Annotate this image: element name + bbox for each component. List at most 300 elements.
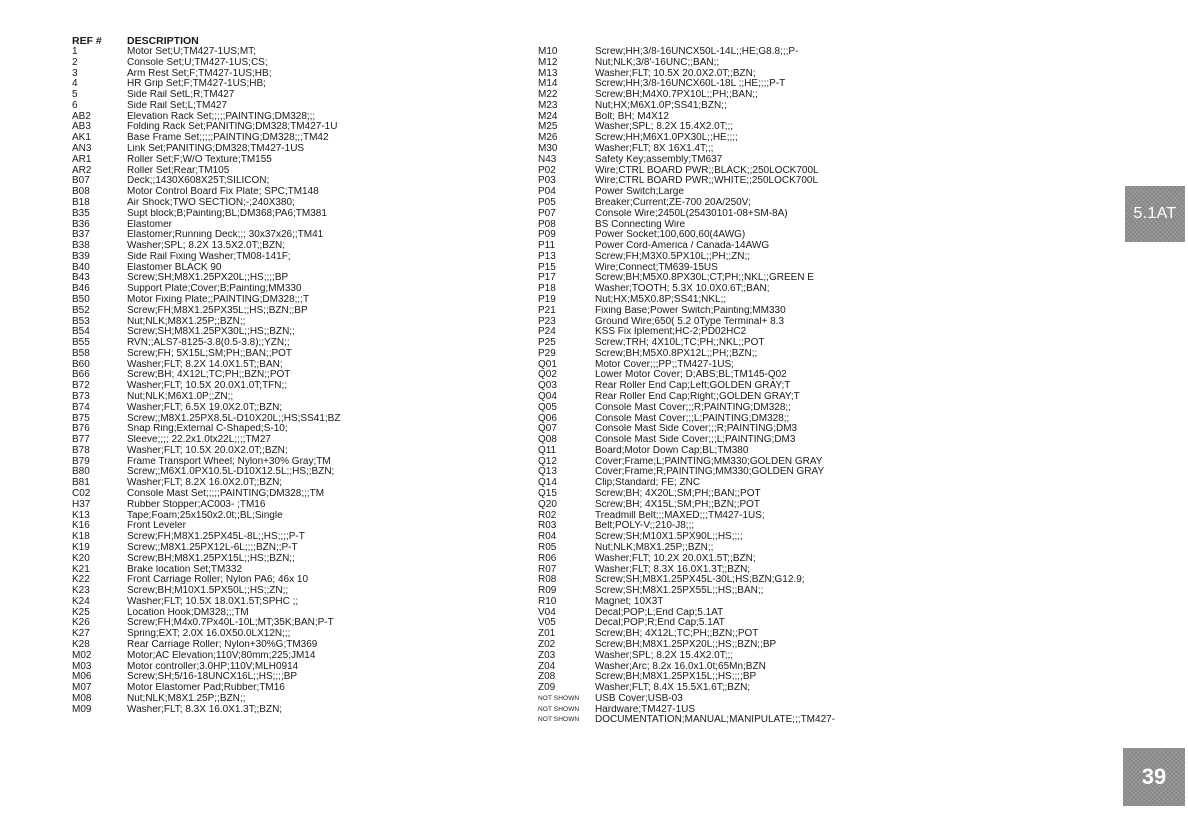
- part-ref: AB2: [72, 110, 91, 122]
- part-ref: M07: [72, 682, 92, 694]
- parts-row: [538, 424, 878, 435]
- part-description: Magnet; 10X3T: [595, 596, 664, 607]
- parts-row: [72, 176, 472, 187]
- part-description: Screw;BH;M8X1.25PX20L;;HS;;BZN;;BP: [595, 639, 777, 650]
- parts-row: [538, 414, 878, 425]
- part-description: Washer;FLT; 8X 16X1.4T;;;: [595, 144, 714, 155]
- part-ref: Q01: [538, 358, 557, 370]
- parts-row: [72, 651, 472, 662]
- part-ref: P07: [538, 207, 556, 219]
- part-ref: B40: [72, 261, 90, 273]
- part-description: Screw;SH;M8X1.25PX45L-30L;HS;BZN;G12.9;: [595, 575, 805, 586]
- part-ref: V04: [538, 606, 556, 618]
- parts-row: [538, 112, 878, 123]
- part-description: Elastomer;Running Deck;;; 30x37x26;;TM41: [127, 230, 324, 241]
- parts-row: [72, 511, 472, 522]
- part-ref: M06: [72, 671, 92, 683]
- parts-row: [538, 392, 878, 403]
- part-description: Washer;FLT; 8.3X 16.0X1.3T;;BZN;: [127, 704, 283, 715]
- part-ref: B50: [72, 293, 90, 305]
- part-ref: M24: [538, 110, 558, 122]
- part-description: Screw;BH; 4X20L;SM;PH;;BAN;;POT: [595, 489, 761, 500]
- part-ref: M10: [538, 46, 558, 57]
- part-description: Screw;FH; 5X15L;SM;PH;;BAN;;POT: [127, 348, 293, 359]
- part-ref: R04: [538, 531, 557, 543]
- part-ref: K24: [72, 595, 90, 607]
- parts-row: [538, 511, 878, 522]
- part-description: Console Wire;2450L(25430101-08+SM-8A): [595, 208, 788, 219]
- part-ref: P25: [538, 337, 556, 349]
- parts-row: [72, 90, 472, 101]
- parts-row: [538, 198, 878, 209]
- part-ref: H37: [72, 498, 91, 510]
- part-description: Nut;NLK;3/8'-16UNC;;BAN;;: [595, 57, 720, 68]
- parts-row: [72, 263, 472, 274]
- parts-row: [72, 220, 472, 231]
- part-description: Treadmill Belt;;;MAXED;;;TM427-1US;: [595, 510, 765, 521]
- part-ref: 4: [72, 78, 78, 90]
- parts-row: [72, 187, 472, 198]
- part-description: Washer;Arc; 8.2x 16.0x1.0t;65Mn;BZN: [595, 661, 766, 672]
- part-ref: K28: [72, 638, 90, 650]
- left-parts-list: [72, 47, 472, 715]
- part-ref: K22: [72, 574, 90, 586]
- part-description: Power Socket;100,600,60(4AWG): [595, 230, 746, 241]
- parts-row: [72, 273, 472, 284]
- part-ref: 6: [72, 99, 78, 111]
- parts-row: [538, 586, 878, 597]
- part-description: Rear Carriage Roller; Nylon+30%G;TM369: [127, 639, 318, 650]
- parts-row: [72, 198, 472, 209]
- parts-row: [72, 467, 472, 478]
- part-description: Washer;FLT; 10.5X 18.0X1.5T;SPHC ;;: [127, 596, 299, 607]
- part-description: Console Mast Side Cover;;;L;PAINTING;DM3: [595, 435, 796, 446]
- parts-row: [72, 403, 472, 414]
- part-ref: B60: [72, 358, 90, 370]
- part-description: Screw;SH;M8X1.25PX30L;;HS;;BZN;;: [127, 327, 295, 338]
- part-ref: B66: [72, 369, 90, 381]
- part-description: Screw;BH;M4X0.7PX10L;;PH;;BAN;;: [595, 90, 758, 101]
- part-description: Side Rail SetL;R;TM427: [127, 90, 235, 101]
- part-ref: C02: [72, 488, 91, 500]
- part-description: Motor Elastomer Pad;Rubber;TM16: [127, 683, 285, 694]
- part-description: Motor Set;U;TM427-1US;MT;: [127, 47, 256, 57]
- part-description: Washer;FLT; 10.2X 20.0X1.5T;;BZN;: [595, 553, 756, 564]
- part-description: Screw;FH;M4x0.7Px40L-10L;MT;35K;BAN;P-T: [127, 618, 334, 629]
- part-ref: P11: [538, 240, 556, 252]
- part-description: HR Grip Set;F;TM427-1US;HB;: [127, 79, 266, 90]
- part-description: Screw;FH;M8X1.25PX45L-8L;;HS;;;;P-T: [127, 532, 305, 543]
- parts-row: [72, 144, 472, 155]
- part-ref: NOT SHOWN: [538, 705, 580, 713]
- parts-row: [538, 101, 878, 112]
- part-description: Spring;EXT; 2.0X 16.0X50.0LX12N;;;: [127, 629, 291, 640]
- part-ref: AN3: [72, 143, 92, 155]
- part-description: Fixing Base;Power Switch;Painting;MM330: [595, 305, 786, 316]
- part-ref: B58: [72, 347, 90, 359]
- part-description: Screw;SH;M8X1.25PX20L;;HS;;;;BP: [127, 273, 289, 284]
- parts-row: [538, 69, 878, 80]
- parts-row: [538, 651, 878, 662]
- part-description: Board;Motor Down Cap;BL;TM380: [595, 445, 749, 456]
- parts-row: [72, 586, 472, 597]
- parts-row: [72, 306, 472, 317]
- part-ref: M14: [538, 78, 558, 90]
- right-parts-list: [538, 47, 878, 726]
- part-ref: B75: [72, 412, 90, 424]
- part-ref: K25: [72, 606, 90, 618]
- part-ref: B38: [72, 240, 90, 252]
- part-description: Nut;HX;M6X1.0P;SS41;BZN;;: [595, 100, 727, 111]
- part-description: RVN;;ALS7-8125-3.8(0.5-3.8);;YZN;;: [127, 338, 290, 349]
- part-description: Screw;;M8X1.25PX12L-6L;;;;BZN;;P-T: [127, 542, 298, 553]
- parts-row: [72, 705, 472, 716]
- part-description: Wire;CTRL BOARD PWR;;BLACK;;250LOCK700L: [595, 165, 819, 176]
- part-ref: B81: [72, 477, 90, 489]
- part-ref: K26: [72, 617, 90, 629]
- part-description: Clip;Standard; FE; ZNC: [595, 478, 701, 489]
- parts-row: [72, 554, 472, 565]
- part-description: Power Switch;Large: [595, 187, 684, 198]
- parts-row: [538, 662, 878, 673]
- part-description: Decal;POP;R;End Cap;5.1AT: [595, 618, 725, 629]
- parts-row: [538, 273, 878, 284]
- parts-row: [72, 629, 472, 640]
- parts-row: [72, 672, 472, 683]
- part-description: Nut;HX;M5X0.8P;SS41;NKL;;: [595, 294, 727, 305]
- part-description: Supt block;B;Painting;BL;DM368;PA6;TM381: [127, 208, 327, 219]
- part-description: Support Plate;Cover;B;Painting;MM330: [127, 284, 302, 295]
- part-description: Sleeve;;;; 22.2x1.0tx22L;;;;TM27: [127, 435, 271, 446]
- part-ref: P13: [538, 250, 556, 262]
- part-description: Arm Rest Set;F;TM427-1US;HB;: [127, 68, 272, 79]
- part-description: Front Leveler: [127, 521, 186, 532]
- part-description: Motor Control Board Fix Plate; SPC;TM148: [127, 187, 319, 198]
- parts-row: [538, 338, 878, 349]
- part-ref: P04: [538, 186, 556, 198]
- parts-row: [72, 575, 472, 586]
- part-ref: P09: [538, 229, 556, 241]
- part-ref: 3: [72, 67, 78, 79]
- part-ref: K20: [72, 552, 90, 564]
- part-description: DOCUMENTATION;MANUAL;MANIPULATE;;;TM427-: [595, 715, 836, 726]
- parts-row: [538, 629, 878, 640]
- part-ref: B37: [72, 229, 90, 241]
- part-description: Nut;NLK;M6X1.0P;;ZN;;: [127, 392, 234, 402]
- part-ref: M25: [538, 121, 558, 133]
- part-description: Washer;FLT; 10.5X 20.0X2.0T;;BZN;: [595, 68, 756, 79]
- part-description: Console Set;U;TM427-1US;CS;: [127, 57, 268, 68]
- parts-row: [72, 327, 472, 338]
- part-description: Nut;NLK;M8X1.25P;;BZN;;: [127, 316, 246, 327]
- parts-row: [72, 58, 472, 69]
- part-ref: R08: [538, 574, 557, 586]
- parts-row: [538, 543, 878, 554]
- part-description: Screw;;M8X1.25PX8.5L-D10X20L;;HS;SS41;BZ: [127, 413, 341, 424]
- part-description: Cover;Frame;R;PAINTING;MM330;GOLDEN GRAY: [595, 467, 825, 478]
- parts-row: [72, 338, 472, 349]
- part-description: Screw;HH;3/8-16UNCX60L-18L ;;HE;;;;P-T: [595, 79, 786, 90]
- part-description: Folding Rack Set;PANITING;DM328;TM427-1U: [127, 122, 338, 133]
- part-description: Breaker;Current;ZE-700 20A/250V;: [595, 197, 751, 208]
- part-description: Cover;Frame;L;PAINTING;MM330;GOLDEN GRAY: [595, 456, 823, 467]
- part-description: Washer;TOOTH; 5.3X 10.0X0.6T;;BAN;: [595, 284, 770, 295]
- part-ref: B55: [72, 337, 90, 349]
- parts-row: [72, 694, 472, 705]
- parts-row: [538, 176, 878, 187]
- part-description: Elastomer BLACK 90: [127, 262, 222, 273]
- parts-row: [72, 392, 472, 403]
- part-ref: M08: [72, 692, 92, 704]
- section-tab: [1125, 186, 1185, 242]
- part-description: Screw;FH;M3X0.5PX10L;;PH;;ZN;;: [595, 251, 751, 262]
- parts-row: [72, 500, 472, 511]
- part-description: Roller Set;Rear;TM105: [127, 165, 230, 176]
- part-ref: P05: [538, 196, 556, 208]
- parts-row: [538, 220, 878, 231]
- part-ref: R03: [538, 520, 557, 532]
- parts-row: [72, 209, 472, 220]
- parts-row: [72, 122, 472, 133]
- part-description: Roller Set;F;W/O Texture;TM155: [127, 154, 272, 165]
- part-ref: B53: [72, 315, 90, 327]
- parts-row: [538, 327, 878, 338]
- part-ref: 2: [72, 56, 78, 68]
- part-description: Screw;TRH; 4X10L;TC;PH;;NKL;;POT: [595, 338, 765, 349]
- parts-row: [538, 295, 878, 306]
- part-ref: Q11: [538, 444, 557, 456]
- part-description: Nut;NLK;M8X1.25P;;BZN;;: [127, 693, 246, 704]
- parts-row: [72, 79, 472, 90]
- parts-row: [538, 209, 878, 220]
- part-ref: P02: [538, 164, 556, 176]
- parts-row: [72, 295, 472, 306]
- part-description: Power Cord-America / Canada-14AWG: [595, 241, 770, 252]
- parts-row: [538, 565, 878, 576]
- part-ref: M13: [538, 67, 558, 79]
- part-ref: NOT SHOWN: [538, 716, 580, 724]
- section-tab-label: 5.1AT: [1133, 205, 1177, 222]
- part-ref: K21: [72, 563, 90, 575]
- part-description: Washer;FLT; 6.5X 19.0X2.0T;;BZN;: [127, 402, 283, 413]
- parts-row: [538, 241, 878, 252]
- part-ref: Z02: [538, 638, 556, 650]
- part-description: Screw;FH;M8X1.25PX35L;;HS;;BZN;;BP: [127, 305, 308, 316]
- parts-row: [538, 705, 878, 716]
- part-ref: M23: [538, 99, 558, 111]
- parts-row: [72, 565, 472, 576]
- parts-row: [72, 662, 472, 673]
- part-ref: K19: [72, 541, 90, 553]
- part-description: Washer;SPL; 8.2X 13.5X2.0T;;BZN;: [127, 241, 286, 252]
- part-ref: Q13: [538, 466, 557, 478]
- parts-row: [72, 284, 472, 295]
- part-description: Motor controller;3.0HP;110V;MLH0914: [127, 661, 299, 672]
- part-description: Screw;BH; 4X12L;TC;PH;;BZN;;POT: [127, 370, 291, 381]
- parts-row: [72, 640, 472, 651]
- part-ref: B77: [72, 434, 90, 446]
- parts-row: [72, 317, 472, 328]
- part-description: Console Mast Set;;;;;PAINTING;DM328;;;TM: [127, 489, 325, 500]
- part-ref: Q07: [538, 423, 557, 435]
- parts-row: [538, 683, 878, 694]
- part-description: Hardware;TM427-1US: [595, 704, 696, 715]
- right-parts-column: [538, 35, 878, 726]
- parts-row: [72, 252, 472, 263]
- table-header-spacer: [538, 35, 878, 47]
- part-ref: B18: [72, 196, 90, 208]
- parts-row: [538, 317, 878, 328]
- part-ref: B52: [72, 304, 90, 316]
- part-ref: B76: [72, 423, 90, 435]
- part-ref: R02: [538, 509, 557, 521]
- part-description: Location Hook;DM328;;;TM: [127, 607, 249, 618]
- part-description: Elevation Rack Set;;;;;PAINTING;DM328;;;: [127, 111, 316, 122]
- parts-row: [72, 435, 472, 446]
- part-ref: P17: [538, 272, 556, 284]
- part-ref: AK1: [72, 132, 91, 144]
- part-description: Rear Roller End Cap;Right;;GOLDEN GRAY;T: [595, 392, 800, 402]
- part-description: Console Mast Side Cover;;;R;PAINTING;DM3: [595, 424, 798, 435]
- parts-row: [538, 122, 878, 133]
- parts-row: [72, 133, 472, 144]
- parts-row: [538, 715, 878, 726]
- part-ref: Q02: [538, 369, 557, 381]
- part-description: Brake location Set;TM332: [127, 564, 243, 575]
- part-ref: P29: [538, 347, 556, 359]
- part-ref: B07: [72, 175, 90, 187]
- part-ref: K13: [72, 509, 90, 521]
- part-description: Front Carriage Roller; Nylon PA6; 46x 10: [127, 575, 309, 586]
- part-description: Air Shock;TWO SECTION;-;240X380;: [127, 197, 295, 208]
- part-ref: M30: [538, 143, 558, 155]
- parts-row: [72, 414, 472, 425]
- part-description: Screw;SH;M8X1.25PX55L;;HS;;BAN;;: [595, 586, 764, 597]
- part-description: Screw;BH;M5X0.8PX30L;CT;PH;;NKL;;GREEN E: [595, 273, 814, 284]
- parts-row: [538, 446, 878, 457]
- parts-row: [538, 694, 878, 705]
- parts-row: [538, 79, 878, 90]
- part-ref: B54: [72, 326, 90, 338]
- parts-row: [72, 166, 472, 177]
- part-description: Washer;FLT; 10.5X 20.0X2.0T;;BZN;: [127, 445, 288, 456]
- part-ref: AR1: [72, 153, 92, 165]
- parts-row: [72, 478, 472, 489]
- part-description: Console Mast Cover;;;R;PAINTING;DM328;;: [595, 402, 791, 413]
- part-description: Screw;HH;M6X1.0PX30L;;HE;;;;: [595, 133, 738, 144]
- part-ref: Q06: [538, 412, 557, 424]
- part-description: Screw;BH;M5X0.8PX12L;;PH;;BZN;;: [595, 348, 758, 359]
- part-description: Side Rail Fixing Washer;TM08-141F;: [127, 251, 291, 262]
- parts-row: [72, 349, 472, 360]
- part-description: Screw;BH; 4X12L;TC;PH;;BZN;;POT: [595, 629, 759, 640]
- part-ref: B74: [72, 401, 90, 413]
- parts-row: [538, 263, 878, 274]
- part-description: Bolt; BH; M4X12: [595, 111, 669, 122]
- part-description: Screw;BH;M8X1.25PX15L;;HS;;BZN;;: [127, 553, 295, 564]
- part-ref: P21: [538, 304, 556, 316]
- part-ref: B08: [72, 186, 90, 198]
- part-description: Washer;FLT; 10.5X 20.0X1.0T;TFN;;: [127, 381, 288, 392]
- part-ref: B35: [72, 207, 90, 219]
- part-description: Screw;BH;M10X1.5PX50L;;HS;;ZN;;: [127, 586, 289, 597]
- parts-row: [538, 47, 878, 58]
- part-ref: 5: [72, 89, 78, 101]
- parts-row: [538, 144, 878, 155]
- part-description: Screw;BH;M8X1.25PX15L;;HS;;;;BP: [595, 672, 757, 683]
- part-ref: Q12: [538, 455, 557, 467]
- description-header: DESCRIPTION: [127, 35, 199, 47]
- parts-row: [72, 370, 472, 381]
- part-description: Rear Roller End Cap;Left;GOLDEN GRAY;T: [595, 381, 791, 392]
- parts-row: [72, 69, 472, 80]
- part-description: Rubber Stopper;AC003- ;TM16: [127, 499, 266, 510]
- part-ref: R10: [538, 595, 557, 607]
- part-description: Belt;POLY-V;;210-J8;;;: [595, 521, 695, 532]
- part-description: Frame Transport Wheel; Nylon+30% Gray;TM: [127, 456, 331, 467]
- part-description: Lower Motor Cover; D;ABS;BL;TM145-Q02: [595, 370, 787, 381]
- parts-row: [538, 478, 878, 489]
- part-ref: Q20: [538, 498, 557, 510]
- part-description: Washer;FLT; 8.2X 16.0X2.0T;;BZN;: [127, 478, 283, 489]
- part-ref: M03: [72, 660, 92, 672]
- part-description: Washer;FLT; 8.4X 15.5X1.6T;;BZN;: [595, 683, 751, 694]
- parts-row: [72, 424, 472, 435]
- part-description: Console Mast Cover;;;L;PAINTING;DM328;;: [595, 413, 790, 424]
- part-ref: B43: [72, 272, 90, 284]
- parts-row: [72, 683, 472, 694]
- part-ref: R09: [538, 585, 557, 597]
- parts-row: [72, 608, 472, 619]
- part-ref: AB3: [72, 121, 91, 133]
- part-ref: Q03: [538, 380, 557, 392]
- parts-row: [72, 360, 472, 371]
- parts-row: [538, 403, 878, 414]
- parts-row: [538, 435, 878, 446]
- parts-row: [72, 489, 472, 500]
- part-ref: Q04: [538, 391, 557, 402]
- parts-row: [538, 360, 878, 371]
- part-ref: B79: [72, 455, 90, 467]
- part-description: Washer;FLT; 8.2X 14.0X1.5T;;BAN;: [127, 359, 283, 370]
- part-ref: M12: [538, 56, 558, 68]
- parts-row: [72, 230, 472, 241]
- part-ref: B39: [72, 250, 90, 262]
- part-ref: P15: [538, 261, 556, 273]
- parts-row: [72, 446, 472, 457]
- part-ref: Z08: [538, 671, 556, 683]
- part-description: Screw;BH; 4X15L;SM;PH;;BZN;;POT: [595, 499, 761, 510]
- part-ref: 1: [72, 46, 78, 57]
- part-ref: P23: [538, 315, 556, 327]
- part-ref: Q15: [538, 488, 557, 500]
- parts-row: [538, 554, 878, 565]
- parts-row: [538, 457, 878, 468]
- part-ref: AR2: [72, 164, 92, 176]
- part-ref: K18: [72, 531, 90, 543]
- part-ref: P19: [538, 293, 556, 305]
- parts-row: [538, 90, 878, 101]
- part-description: Motor;AC Elevation;110V;80mm;225;JM14: [127, 650, 316, 661]
- parts-row: [72, 521, 472, 532]
- parts-row: [538, 155, 878, 166]
- part-ref: Z01: [538, 628, 556, 640]
- part-ref: N43: [538, 153, 557, 165]
- page-number-tab: [1123, 748, 1185, 806]
- parts-row: [538, 575, 878, 586]
- ref-header: REF #: [72, 35, 102, 47]
- parts-row: [538, 349, 878, 360]
